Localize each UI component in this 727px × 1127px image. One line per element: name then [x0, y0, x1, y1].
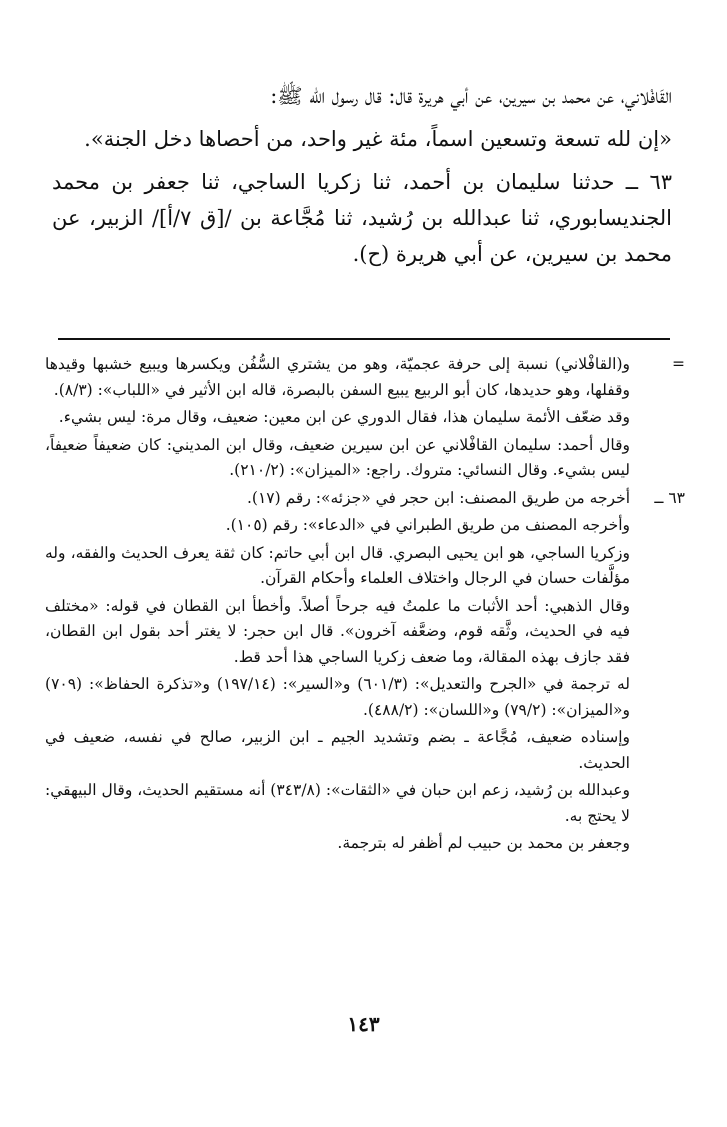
footnotes: [45, 352, 685, 859]
main-paragraph-1: القَافْلاني، عن محمد بن سيرين، عن أبي هريرة قال: قال رسول الله ﷺ:: [270, 84, 672, 108]
page-number: ١٤٣: [347, 1012, 380, 1036]
main-text: [52, 78, 672, 279]
footnote-paragraph: وجعفر بن محمد بن حبيب لم أظفر له بترجمة.: [337, 834, 630, 852]
footnote-paragraph: وقال الذهبي: أحد الأثبات ما علمتُ فيه جرحاً أصلاً. وأخطأ ابن القطان في قوله: «مختلف فيه في الحديث، وثَّقه قوم، وضعَّفه آخرون». قال ابن حجر: لا يغتر أحد بقول ابن القطان، فقد جازف بهذه المقالة، وما ضعف زكريا الساجي هذا أحد قط.: [45, 596, 630, 666]
footnote-divider: [58, 338, 670, 340]
footnote-paragraph: وقال أحمد: سليمان القافْلاني عن ابن سيرين ضعيف، وقال ابن المديني: كان ضعيفاً ضعيفاً، ليس بشيء. وقال النسائي: متروك. راجع: «الميزان»: (٢١٠/٢).: [45, 435, 630, 479]
footnote-number: ٦٣ ــ: [654, 488, 685, 507]
footnote-63: [45, 486, 685, 857]
footnote-paragraph: وأخرجه المصنف من طريق الطبراني في «الدعاء»: رقم (١٠٥).: [225, 516, 630, 534]
footnote-paragraph: وإسناده ضعيف، مُجَّاعة ـ بضم وتشديد الجيم ـ ابن الزبير، صالح في نفسه، ضعيف في الحديث.: [45, 728, 630, 772]
main-paragraph-63: ٦٣ ــ حدثنا سليمان بن أحمد، ثنا زكريا الساجي، ثنا جعفر بن محمد الجنديسابوري، ثنا عبدالله بن رُشيد، ثنا مُجَّاعة بن /[ق ٧/أ]/ الزبير، عن محمد بن سيرين، عن أبي هريرة (ح).: [52, 170, 672, 266]
footnote-continued: [45, 352, 685, 484]
footnote-paragraph: وزكريا الساجي، هو ابن يحيى البصري. قال ابن أبي حاتم: كان ثقة يعرف الحديث والفقه، وله مؤلَّفات حسان في الرجال واختلاف العلماء وأحكام القرآن.: [45, 543, 630, 587]
footnote-paragraph: أخرجه من طريق المصنف: ابن حجر في «جزئه»: رقم (١٧).: [246, 488, 630, 507]
footnote-paragraph: له ترجمة في «الجرح والتعديل»: (٦٠١/٣) و«السير»: (١٩٧/١٤) و«تذكرة الحفاظ»: (٧٠٩) و«الميزان»: (٧٩/٢) و«اللسان»: (٤٨٨/٢).: [45, 675, 631, 719]
footnote-paragraph: و(القافْلاني) نسبة إلى حرفة عجميّة، وهو من يشتري السُّفُن ويكسرها ويبيع خشبها وقيدها وقفلها، وهو حديدها، كان أبو الربيع يبيع السفن بالبصرة، قاله ابن الأثير في «اللباب»: (٨/٣).: [45, 355, 630, 399]
footnote-paragraph: وقد ضعّف الأئمة سليمان هذا، فقال الدوري عن ابن معين: ضعيف، وقال مرة: ليس بشيء.: [58, 408, 630, 426]
hadith-quote: «إن لله تسعة وتسعين اسماً، مئة غير واحد، من أحصاها دخل الجنة».: [84, 127, 672, 151]
continuation-mark: =: [672, 355, 685, 373]
footnote-paragraph: وعبدالله بن رُشيد، زعم ابن حبان في «الثقات»: (٣٤٣/٨) أنه مستقيم الحديث، وقال البيهقي: لا يحتج به.: [45, 781, 630, 825]
